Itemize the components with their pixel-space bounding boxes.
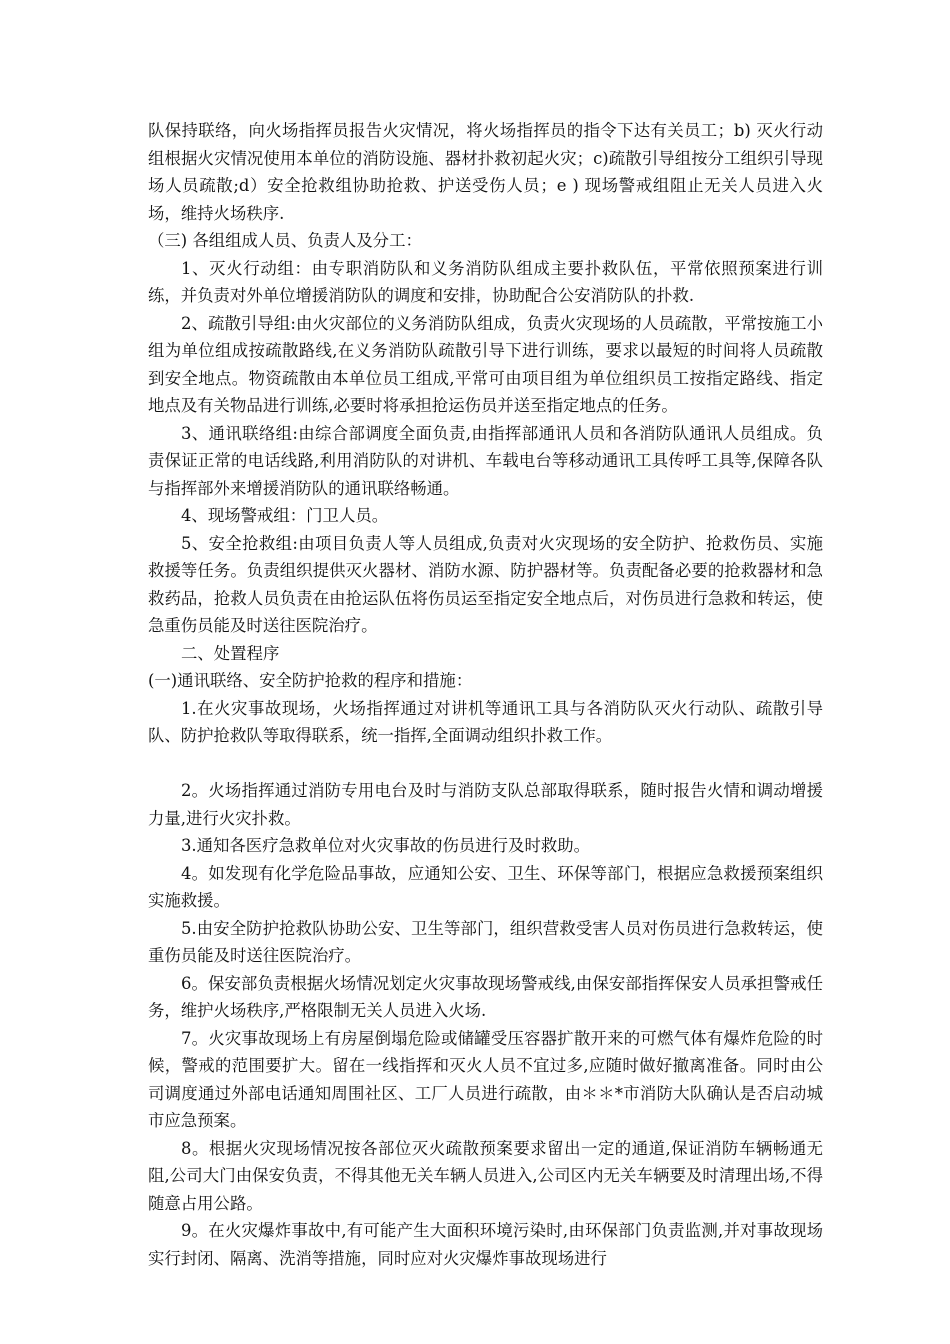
paragraph-guard-group: 4、现场警戒组：门卫人员。 <box>181 506 389 525</box>
procedure-item-3: 3.通知各医疗急救单位对火灾事故的伤员进行及时救助。 <box>181 836 591 855</box>
procedure-item-9: 9。在火灾爆炸事故中,有可能产生大面积环境污染时,由环保部门负责监测,并对事故现场实行封闭、隔离、洗消等措施，同时应对火灾爆炸事故现场进行 <box>148 1221 823 1268</box>
subsection-heading-1: (一)通讯联络、安全防护抢救的程序和措施： <box>148 671 473 690</box>
procedure-item-6: 6。保安部负责根据火场情况划定火灾事故现场警戒线,由保安部指挥保安人员承担警戒任务，维护火场秩序,严格限制无关人员进入火场. <box>148 973 823 1020</box>
paragraph-communication-group: 3、通讯联络组:由综合部调度全面负责,由指挥部通讯人员和各消防队通讯人员组成。负责保证正常的电话线路,利用消防队的对讲机、车载电台等移动通讯工具传呼工具等,保障各队与指挥部外来增援消防队的通讯联络畅通。 <box>148 423 823 498</box>
section-heading-3: （三) 各组组成人员、负责人及分工： <box>148 231 422 250</box>
procedure-item-5: 5.由安全防护抢救队协助公安、卫生等部门，组织营救受害人员对伤员进行急救转运，使重伤员能及时送往医院治疗。 <box>148 918 823 965</box>
section-heading-procedure: 二、处置程序 <box>181 643 280 663</box>
blank-line <box>148 750 823 778</box>
procedure-item-8: 8。根据火灾现场情况按各部位灭火疏散预案要求留出一定的通道,保证消防车辆畅通无阻,公司大门由保安负责，不得其他无关车辆人员进入,公司区内无关车辆要及时清理出场,不得随意占用公路。 <box>148 1138 823 1213</box>
document-body <box>148 117 823 1272</box>
paragraph-evacuation-group: 2、疏散引导组:由火灾部位的义务消防队组成，负责火灾现场的人员疏散，平常按施工小组为单位组成按疏散路线,在义务消防队疏散引导下进行训练，要求以最短的时间将人员疏散到安全地点。物资疏散由本单位员工组成,平常可由项目组为单位组织员工按指定路线、指定地点及有关物品进行训练,必要时将承担抢运伤员并送至指定地点的任务。 <box>148 313 823 415</box>
procedure-item-2: 2。火场指挥通过消防专用电台及时与消防支队总部取得联系，随时报告火情和调动增援力量,进行火灾扑救。 <box>148 781 823 828</box>
paragraph-rescue-group: 5、安全抢救组:由项目负责人等人员组成,负责对火灾现场的安全防护、抢救伤员、实施救援等任务。负责组织提供灭火器材、消防水源、防护器材等。负责配备必要的抢救器材和急救药品，抢救人员负责在由抢运队伍将伤员运至指定安全地点后，对伤员进行急救和转运，使急重伤员能及时送往医院治疗。 <box>148 533 823 635</box>
procedure-item-7: 7。火灾事故现场上有房屋倒塌危险或储罐受压容器扩散开来的可燃气体有爆炸危险的时候，警戒的范围要扩大。留在一线指挥和灭火人员不宜过多,应随时做好撤离准备。同时由公司调度通过外部电话通知周围社区、工厂人员进行疏散，由＊＊*市消防大队确认是否启动城市应急预案。 <box>148 1028 823 1130</box>
paragraph-fire-fighting-group: 1、灭火行动组：由专职消防队和义务消防队组成主要扑救队伍，平常依照预案进行训练，并负责对外单位增援消防队的调度和安排，协助配合公安消防队的扑救. <box>148 258 823 305</box>
procedure-item-1: 1.在火灾事故现场，火场指挥通过对讲机等通讯工具与各消防队灭火行动队、疏散引导队、防护抢救队等取得联系，统一指挥,全面调动组织扑救工作。 <box>148 698 823 745</box>
procedure-item-4: 4。如发现有化学危险品事故，应通知公安、卫生、环保等部门，根据应急救援预案组织实施救援。 <box>148 863 823 910</box>
paragraph-1: 队保持联络，向火场指挥员报告火灾情况，将火场指挥员的指令下达有关员工；b) 灭火行动组根据火灾情况使用本单位的消防设施、器材扑救初起火灾；c)疏散引导组按分工组织引导现场人员疏散;d）安全抢救组协助抢救、护送受伤人员；e ) 现场警戒组阻止无关人员进入火场，维持火场秩序. <box>148 121 823 223</box>
